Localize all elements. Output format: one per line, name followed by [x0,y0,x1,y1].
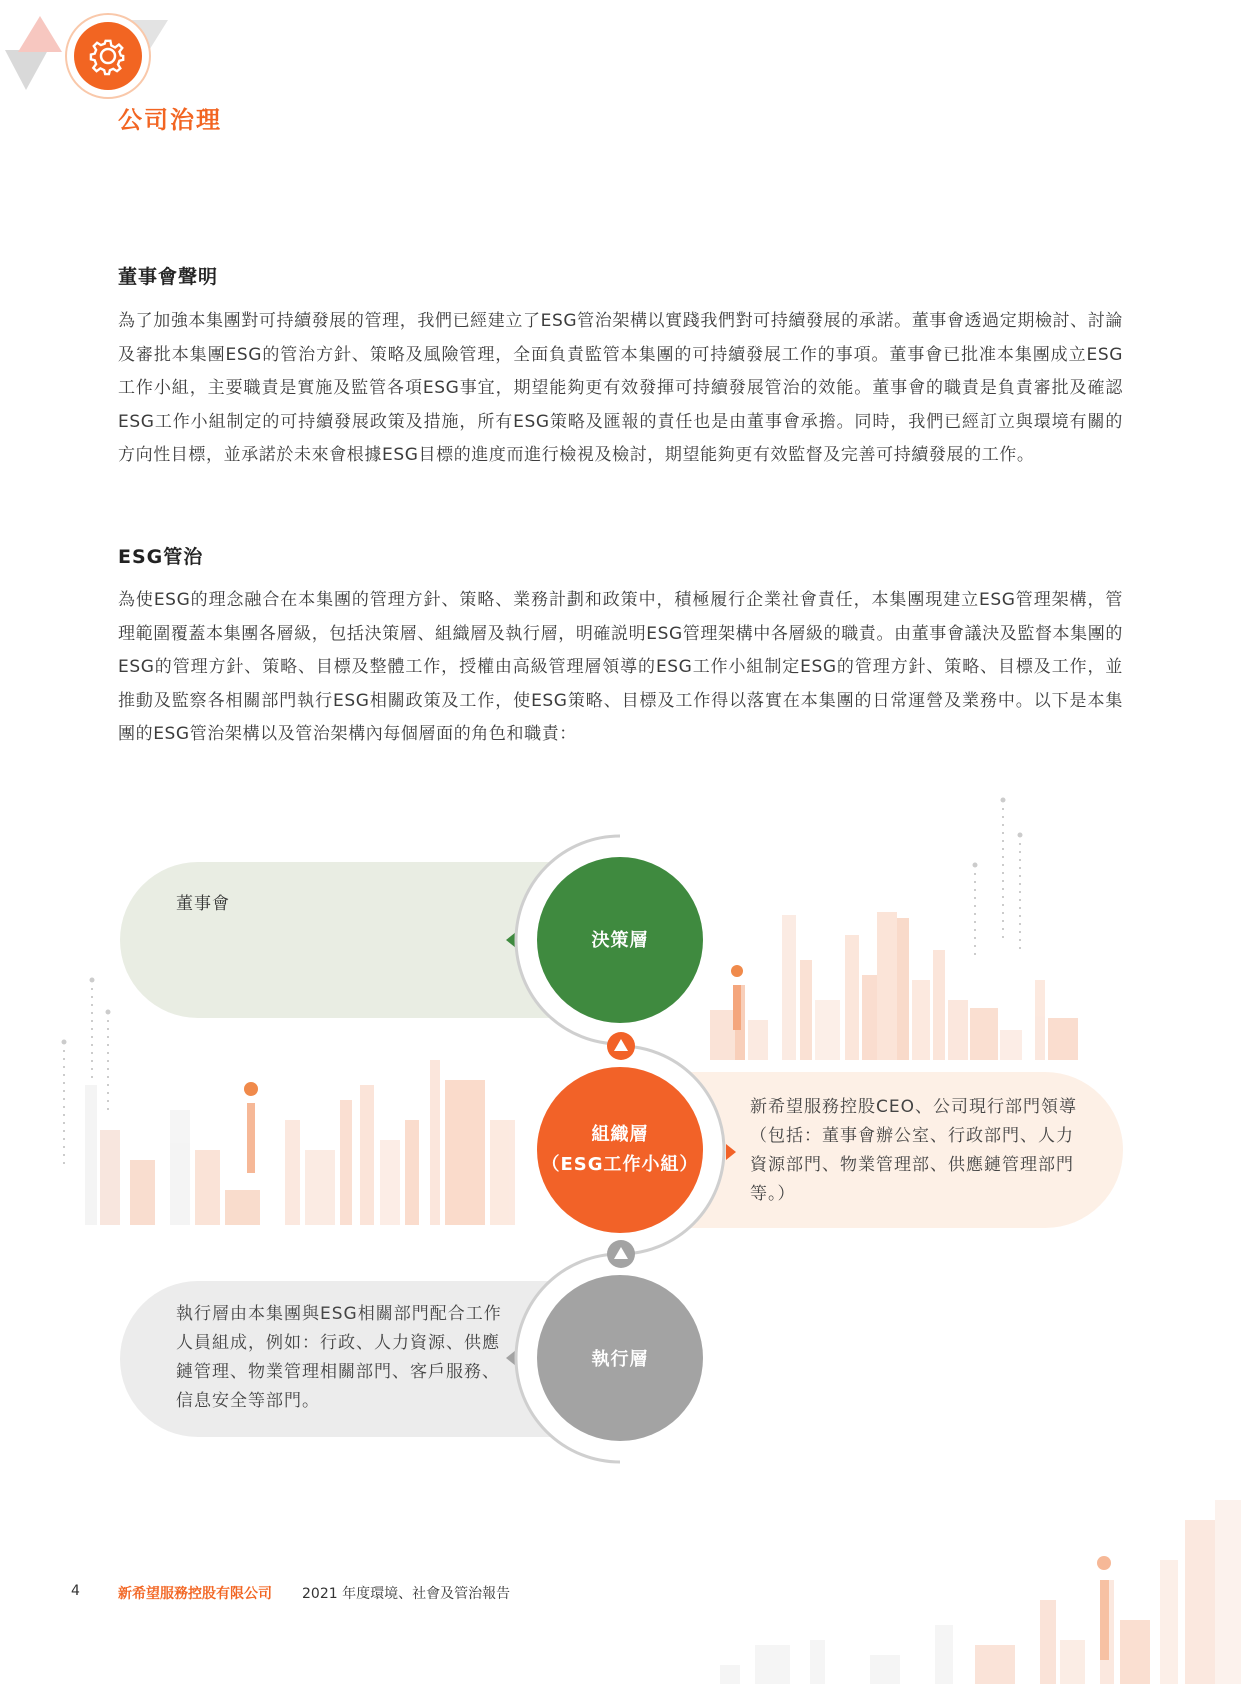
decor-triangle [18,16,62,52]
up-arrow-icon [607,1032,635,1060]
footer-skyline-decoration [700,1480,1241,1684]
decision-layer-description: 董事會 [176,894,230,914]
skyline-decoration-right [710,912,1078,1060]
execution-layer-description: 執行層由本集團與ESG相關部門配合工作人員組成，例如：行政、人力資源、供應鏈管理、物業管理相關部門、客戶服務、信息安全等部門。 [176,1304,502,1411]
footer-report-title: 2021 年度環境、社會及管治報告 [302,1586,511,1602]
board-statement-paragraph: 為了加強本集團對可持續發展的管理，我們已經建立了ESG管治架構以實踐我們對可持續發展的承諾。董事會透過定期檢討、討論及審批本集團ESG的管治方針、策略及風險管理，全面負責監管本集團的可持續發展工作的事項。董事會已批准本集團成立ESG工作小組，主要職責是實施及監管各項ESG事宜，期望能夠更有效發揮可持續發展管治的效能。董事會的職責是負責審批及確認ESG工作小組制定的可持續發展政策及措施，所有ESG策略及匯報的責任也是由董事會承擔。同時，我們已經訂立與環境有關的方向性目標，並承諾於未來會根據ESG目標的進度而進行檢視及檢討，期望能夠更有效監督及完善可持續發展的工作。 [118,311,1123,465]
organization-layer-label-line1: 組織層 [591,1124,649,1145]
decor-triangle [5,50,48,90]
section-title: 公司治理 [118,106,222,134]
organization-layer-description: 新希望服務控股CEO、公司現行部門領導（包括：董事會辦公室、行政部門、人力資源部門、物業管理部、供應鏈管理部門等。） [750,1097,1077,1204]
icon-badge [74,22,142,90]
decision-layer-label: 決策層 [591,930,649,951]
header-decoration [0,0,190,110]
page-number: 4 [71,1583,80,1599]
organization-layer-label [535,1120,705,1180]
footer-company-name: 新希望服務控股有限公司 [118,1586,272,1602]
esg-governance-paragraph: 為使ESG的理念融合在本集團的管理方針、策略、業務計劃和政策中，積極履行企業社會責任，本集團現建立ESG管理架構，管理範圍覆蓋本集團各層級，包括決策層、組織層及執行層，明確説明ESG管理架構中各層級的職責。由董事會議決及監督本集團的ESG的管理方針、策略、目標及整體工作，授權由高級管理層領導的ESG工作小組制定ESG的管理方針、策略、目標及工作，並推動及監察各相關部門執行ESG相關政策及工作，使ESG策略、目標及工作得以落實在本集團的日常運營及業務中。以下是本集團的ESG管治架構以及管治架構內每個層面的角色和職責： [118,590,1123,744]
execution-layer-label: 執行層 [591,1349,649,1370]
esg-governance-heading: ESG管治 [118,546,204,568]
organization-layer-label-line2: （ESG工作小組） [541,1154,699,1175]
board-statement-heading: 董事會聲明 [118,266,219,288]
up-arrow-icon [607,1240,635,1268]
skyline-decoration-left [85,1060,515,1225]
